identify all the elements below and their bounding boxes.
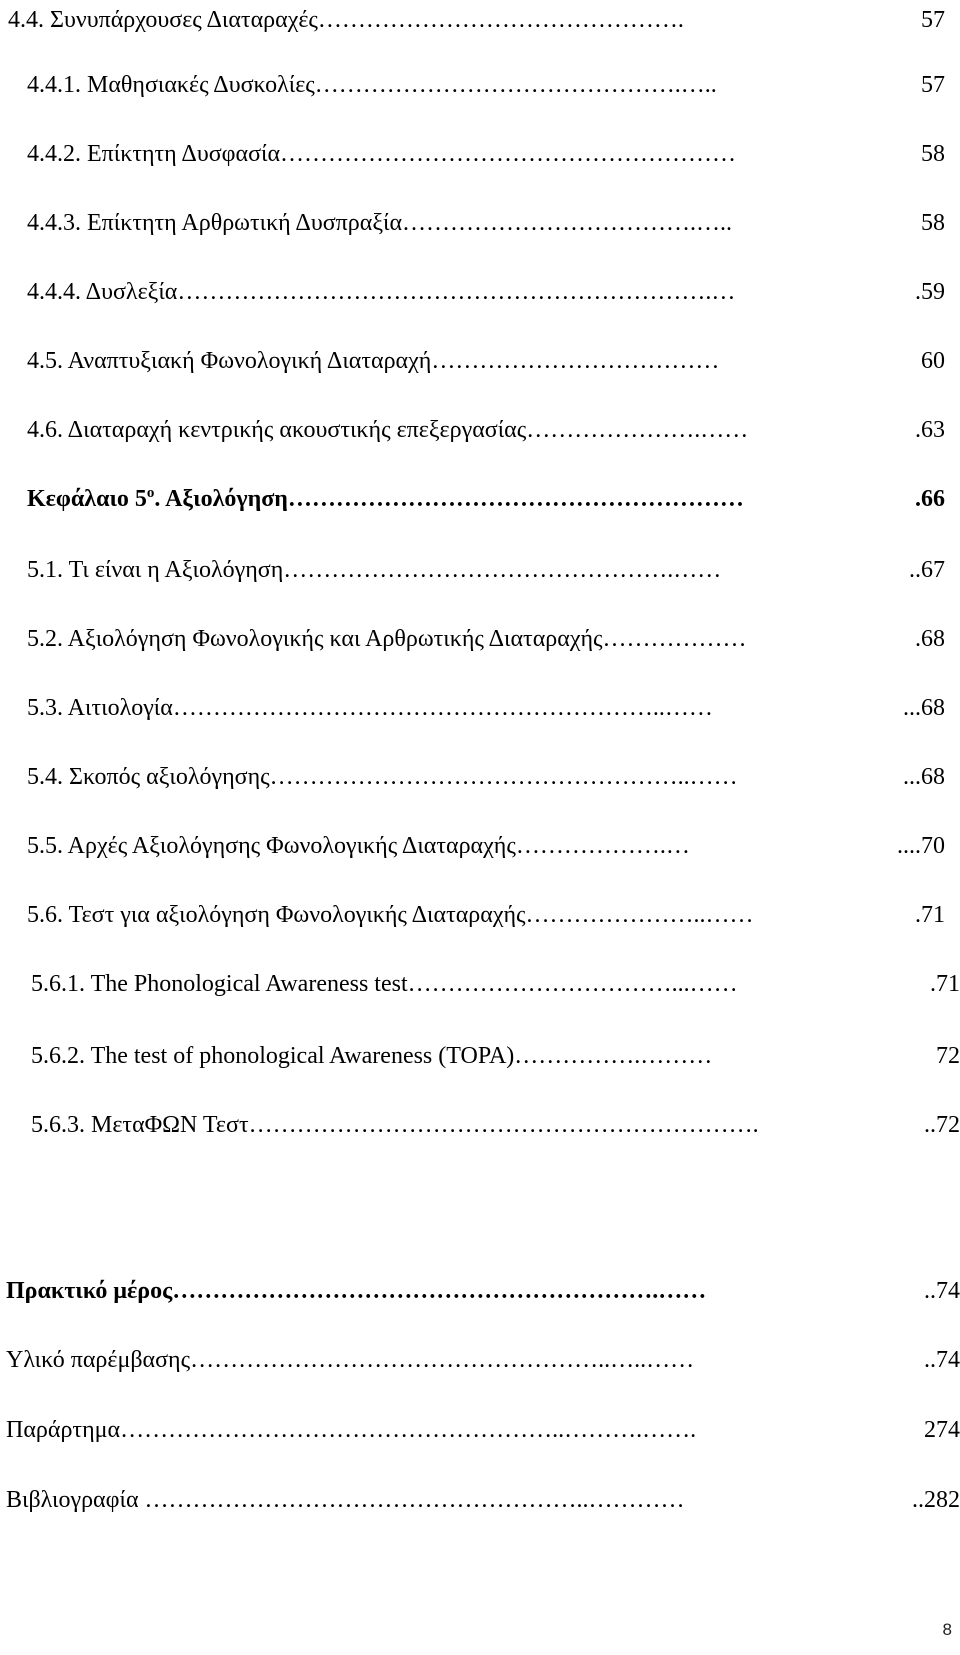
toc-entry — [0, 0, 960, 40]
toc-entry-page: 57 — [921, 7, 945, 33]
toc-entry-page: .68 — [915, 626, 945, 652]
toc-entry-title: 4.5. Αναπτυξιακή Φωνολογική Διαταραχή……………………………… — [27, 348, 720, 374]
chapter-title: . Αξιολόγηση………………………………………………… — [154, 486, 744, 512]
toc-entry — [0, 757, 960, 797]
toc-entry-title: 4.6. Διαταραχή κεντρικής ακουστικής επεξεργασίας………………….…… — [27, 417, 749, 443]
toc-entry — [0, 341, 960, 381]
toc-entry-title: 4.4.3. Επίκτητη Αρθρωτική Δυσπραξία……………………………….….. — [27, 210, 733, 236]
toc-entry-page: ...68 — [903, 695, 945, 721]
toc-entry-title: 5.5. Αρχές Αξιολόγησης Φωνολογικής Διαταραχής……………….… — [27, 833, 690, 859]
toc-entry-page: ....70 — [897, 833, 945, 859]
toc-entry-page: 57 — [921, 72, 945, 98]
toc-entry — [0, 964, 960, 1004]
page-number: 8 — [942, 1620, 952, 1639]
toc-entry-title: 4.4. Συνυπάρχουσες Διαταραχές………………………………………. — [8, 7, 684, 33]
toc-entry-page: ..282 — [912, 1487, 960, 1513]
toc-entry — [0, 410, 960, 450]
toc-entry-page: ..67 — [909, 557, 945, 583]
toc-entry — [0, 895, 960, 935]
toc-entry — [0, 1480, 960, 1520]
toc-entry-page: .71 — [915, 902, 945, 928]
toc-entry-page: .59 — [915, 279, 945, 305]
toc-entry-page: 58 — [921, 210, 945, 236]
toc-entry-title: 5.3. Αιτιολογία……………………………………………………..…… — [27, 695, 713, 721]
toc-entry-page: 58 — [921, 141, 945, 167]
toc-entry — [0, 203, 960, 243]
toc-entry — [0, 826, 960, 866]
toc-entry-title: Βιβλιογραφία ………………………………………………..………… — [6, 1487, 685, 1513]
toc-entry — [0, 619, 960, 659]
toc-entry-title: Υλικό παρέμβασης……………………………………………..…..…… — [6, 1347, 695, 1373]
toc-entry-title: 4.4.4. Δυσλεξία………………………………………………………….… — [27, 279, 736, 305]
toc-entry-title: Παράρτημα………………………………………………..……….……. — [6, 1417, 697, 1443]
toc-entry — [0, 134, 960, 174]
toc-entry — [0, 1036, 960, 1076]
toc-entry-page: .63 — [915, 417, 945, 443]
ordinal-superscript: ο — [146, 485, 155, 501]
toc-entry-title: 5.2. Αξιολόγηση Φωνολογικής και Αρθρωτικής Διαταραχής……………… — [27, 626, 747, 652]
toc-entry-title — [27, 479, 744, 519]
toc-entry — [0, 688, 960, 728]
toc-entry-title: Πρακτικό μέρος…………………………………………………….…… — [6, 1278, 707, 1304]
toc-section-entry — [0, 1271, 960, 1311]
toc-entry-page: 72 — [936, 1043, 960, 1069]
toc-entry-page: 274 — [924, 1417, 960, 1443]
toc-entry-title: 5.6.1. The Phonological Awareness test……………………………...…… — [31, 971, 738, 997]
toc-entry-page: ..74 — [924, 1347, 960, 1373]
toc-entry-page: ...68 — [903, 764, 945, 790]
toc-entry-title: 5.1. Τι είναι η Αξιολόγηση………………………………………….…… — [27, 557, 722, 583]
toc-entry — [0, 1340, 960, 1380]
toc-chapter-entry — [0, 479, 960, 519]
toc-entry-page: .71 — [930, 971, 960, 997]
toc-entry-page: .66 — [915, 486, 945, 512]
toc-entry — [0, 1410, 960, 1450]
toc-entry-page: 60 — [921, 348, 945, 374]
toc-entry — [0, 65, 960, 105]
toc-entry-title: 5.6.3. ΜεταΦΩΝ Τεστ………………………………………………………. — [31, 1112, 759, 1138]
chapter-label: Κεφάλαιο 5 — [27, 486, 147, 512]
toc-entry-title: 5.6.2. The test of phonological Awareness (TOPA)…………….……… — [31, 1043, 713, 1069]
toc-entry — [0, 550, 960, 590]
toc-entry-page: ..72 — [924, 1112, 960, 1138]
toc-entry — [0, 1105, 960, 1145]
toc-entry-title: 5.4. Σκοπός αξιολόγησης……………………………………………..…… — [27, 764, 738, 790]
toc-entry-title: 4.4.1. Μαθησιακές Δυσκολίες……………………………………….….. — [27, 72, 717, 98]
toc-entry — [0, 272, 960, 312]
toc-entry-page: ..74 — [924, 1278, 960, 1304]
toc-entry-title: 4.4.2. Επίκτητη Δυσφασία………………………………………………… — [27, 141, 737, 167]
toc-entry-title: 5.6. Τεστ για αξιολόγηση Φωνολογικής Διαταραχής…………………..…… — [27, 902, 754, 928]
